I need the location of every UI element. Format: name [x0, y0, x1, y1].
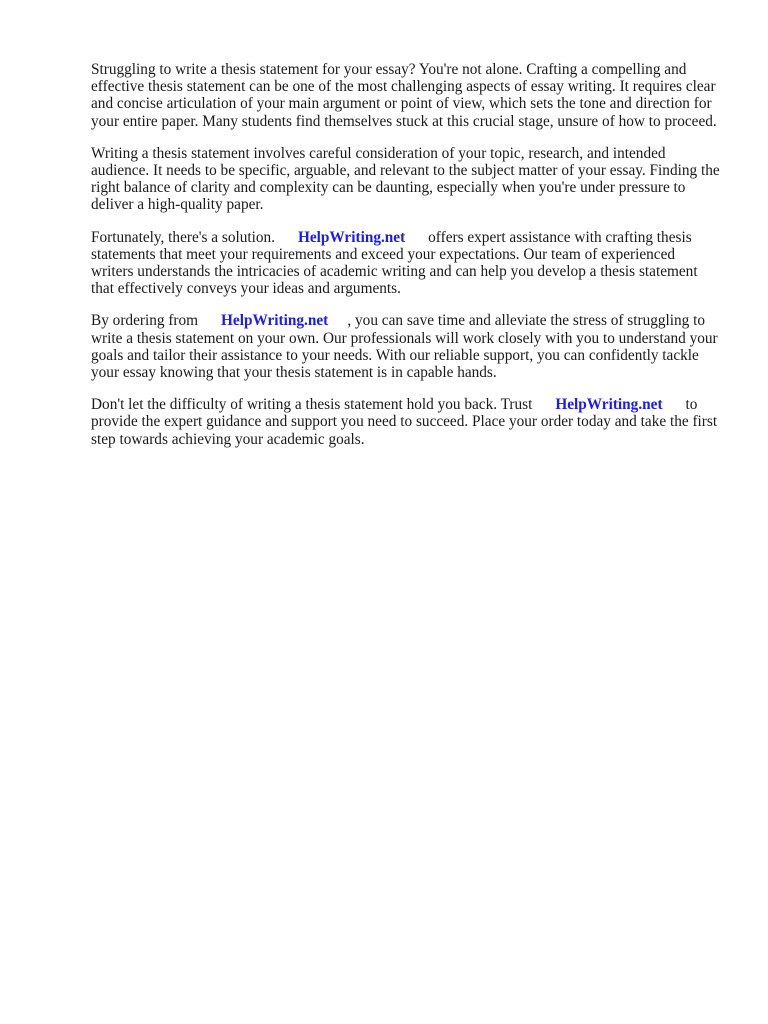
paragraph-text: Don't let the difficulty of writing a thesis statement hold you back. Trust: [91, 396, 556, 414]
helpwriting-link[interactable]: HelpWriting.net: [555, 396, 663, 414]
helpwriting-link[interactable]: HelpWriting.net: [221, 312, 329, 330]
paragraph-considerations: [91, 144, 724, 214]
document-page: [91, 61, 724, 463]
paragraph-text: Struggling to write a thesis statement for your essay? You're not alone. Crafting a compelling and effective thesis statement can be one of the most challenging aspects of essay writing. It requires clear and concise articulation of your main argument or point of view, which sets the tone and direction for your entire paper. Many students find themselves stuck at this crucial stage, unsure of how to proceed.: [91, 61, 720, 130]
paragraph-text: , you can save time and alleviate the stress of struggling to write a thesis statement on your own. Our professionals will work closely with you to understand your goals and tailor their assistance to your needs. With our reliable support, you can confidently tackle your essay knowing that your thesis statement is in capable hands.: [91, 312, 722, 382]
paragraph-text: Writing a thesis statement involves careful consideration of your topic, research, and intended audience. It needs to be specific, arguable, and relevant to the subject matter of your essay. Finding the right balance of clarity and complexity can be daunting, especially when you're under pressure to deliver a high-quality paper.: [91, 144, 724, 214]
paragraph-text: Fortunately, there's a solution.: [91, 228, 298, 246]
paragraph-call-to-action: [91, 396, 721, 448]
paragraph-solution: [91, 229, 721, 298]
paragraph-intro: [91, 61, 721, 130]
paragraph-text: to provide the expert guidance and support you need to succeed. Place your order today and take the first step towards achieving your academic goals.: [91, 396, 721, 448]
paragraph-text: offers expert assistance with crafting thesis statements that meet your requirements and exceed your expectations. Our team of experienced writers understands the intricacies of academic writing and can help you develop a thesis statement that effectively conveys your ideas and arguments.: [91, 228, 702, 298]
paragraph-text: By ordering from: [91, 312, 222, 330]
helpwriting-link[interactable]: HelpWriting.net: [297, 228, 406, 246]
paragraph-ordering: [91, 312, 721, 381]
